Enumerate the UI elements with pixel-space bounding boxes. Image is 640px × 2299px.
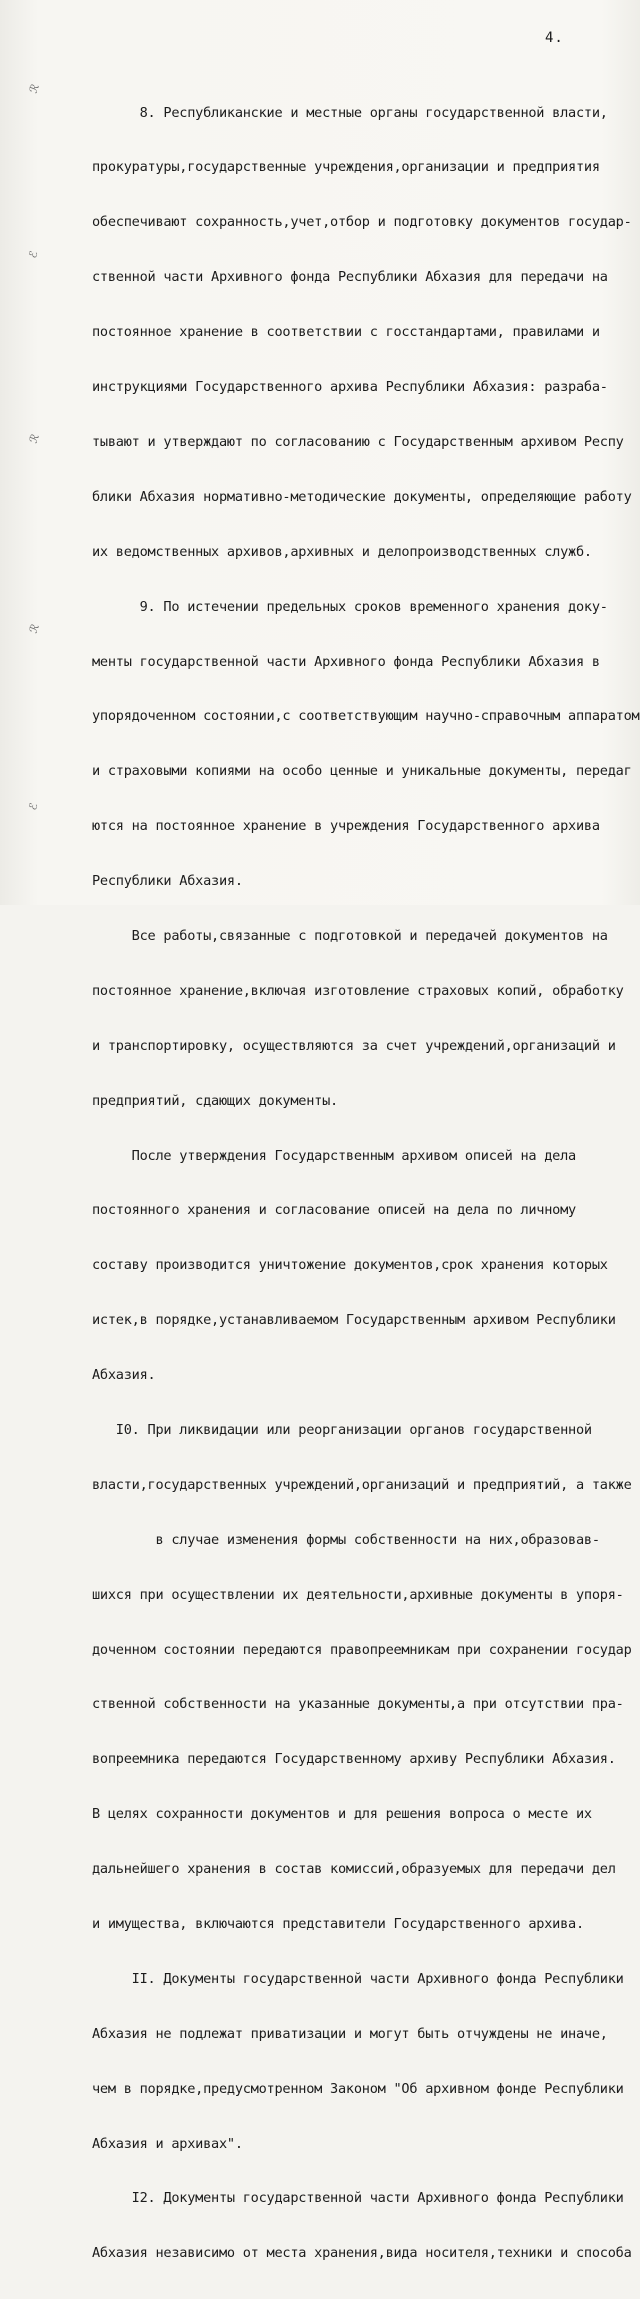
text-line: Все работы,связанные с подготовкой и передачей документов на — [92, 927, 608, 944]
document-body — [92, 67, 640, 2299]
text-line: обеспечивают сохранность,учет,отбор и подготовку документов государ- — [92, 214, 632, 231]
text-line: Республики Абхазия. — [92, 873, 243, 890]
text-line: и страховыми копиями на особо ценные и уникальные документы, передаг — [92, 763, 632, 780]
text-line: В целях сохранности документов и для решения вопроса о месте их — [92, 1806, 592, 1823]
text-line: 9. По истечении предельных сроков временного хранения доку- — [92, 598, 608, 615]
page-number: 4. — [545, 30, 564, 46]
text-line: блики Абхазия нормативно-методические документы, определяющие работу — [92, 488, 632, 505]
text-line: дальнейшего хранения в состав комиссий,образуемых для передачи дел — [92, 1861, 616, 1878]
margin-mark: ℰ — [26, 801, 41, 812]
text-line: После утверждения Государственным архивом описей на дела — [92, 1147, 576, 1164]
text-line: I0. При ликвидации или реорганизации органов государственной — [92, 1421, 592, 1438]
text-line: власти,государственных учреждений,организаций и предприятий, а также — [92, 1476, 632, 1493]
text-line: постоянного хранения и согласование описей на дела по личному — [92, 1202, 576, 1219]
text-line: I2. Документы государственной части Архивного фонда Республики — [92, 2190, 624, 2207]
text-line: Абхазия. — [92, 1367, 156, 1384]
text-line: тывают и утверждают по согласованию с Государственным архивом Респу — [92, 433, 624, 450]
text-line: инструкциями Государственного архива Республики Абхазия: разраба- — [92, 379, 608, 396]
text-line: Абхазия независимо от места хранения,вида носителя,техники и способа — [92, 2245, 632, 2262]
margin-mark: ℛ — [26, 622, 43, 635]
margin-mark: ℰ — [26, 249, 41, 260]
text-line: ются на постоянное хранение в учреждения Государственного архива — [92, 818, 600, 835]
text-line: и транспортировку, осуществляются за счет учреждений,организаций и — [92, 1037, 616, 1054]
text-line: ственной собственности на указанные документы,а при отсутствии пра- — [92, 1696, 624, 1713]
text-line: чем в порядке,предусмотренном Законом "Об архивном фонде Республики — [92, 2080, 624, 2097]
margin-mark: ℛ — [26, 82, 43, 95]
text-line: менты государственной части Архивного фонда Республики Абхазия в — [92, 653, 600, 670]
text-line: II. Документы государственной части Архивного фонда Республики — [92, 1970, 624, 1987]
text-line: вопреемника передаются Государственному архиву Республики Абхазия. — [92, 1751, 616, 1768]
text-line: Абхазия и архивах". — [92, 2135, 243, 2152]
margin-mark: ℛ — [26, 432, 43, 445]
text-line: Абхазия не подлежат приватизации и могут быть отчуждены не иначе, — [92, 2025, 608, 2042]
text-line: истек,в порядке,устанавливаемом Государственным архивом Республики — [92, 1312, 616, 1329]
text-line: предприятий, сдающих документы. — [92, 1092, 338, 1109]
text-line: постоянное хранение,включая изготовление страховых копий, обработку — [92, 982, 624, 999]
text-line: прокуратуры,государственные учреждения,организации и предприятия — [92, 159, 600, 176]
text-line: и имущества, включаются представители Государственного архива. — [92, 1915, 584, 1932]
text-line: шихся при осуществлении их деятельности,архивные документы в упоря- — [92, 1586, 624, 1603]
text-line: ственной части Архивного фонда Республики Абхазия для передачи на — [92, 269, 608, 286]
text-line: постоянное хранение в соответствии с госстандартами, правилами и — [92, 324, 600, 341]
text-line: составу производится уничтожение документов,срок хранения которых — [92, 1257, 608, 1274]
text-line: 8. Республиканские и местные органы государственной власти, — [92, 104, 608, 121]
text-line: в случае изменения формы собственности на них,образовав- — [92, 1531, 600, 1548]
text-line: упорядоченном состоянии,с соответствующим научно-справочным аппаратом — [92, 708, 640, 725]
text-line: доченном состоянии передаются правопреемникам при сохранении государ — [92, 1641, 632, 1658]
text-line: их ведомственных архивов,архивных и делопроизводственных служб. — [92, 543, 592, 560]
